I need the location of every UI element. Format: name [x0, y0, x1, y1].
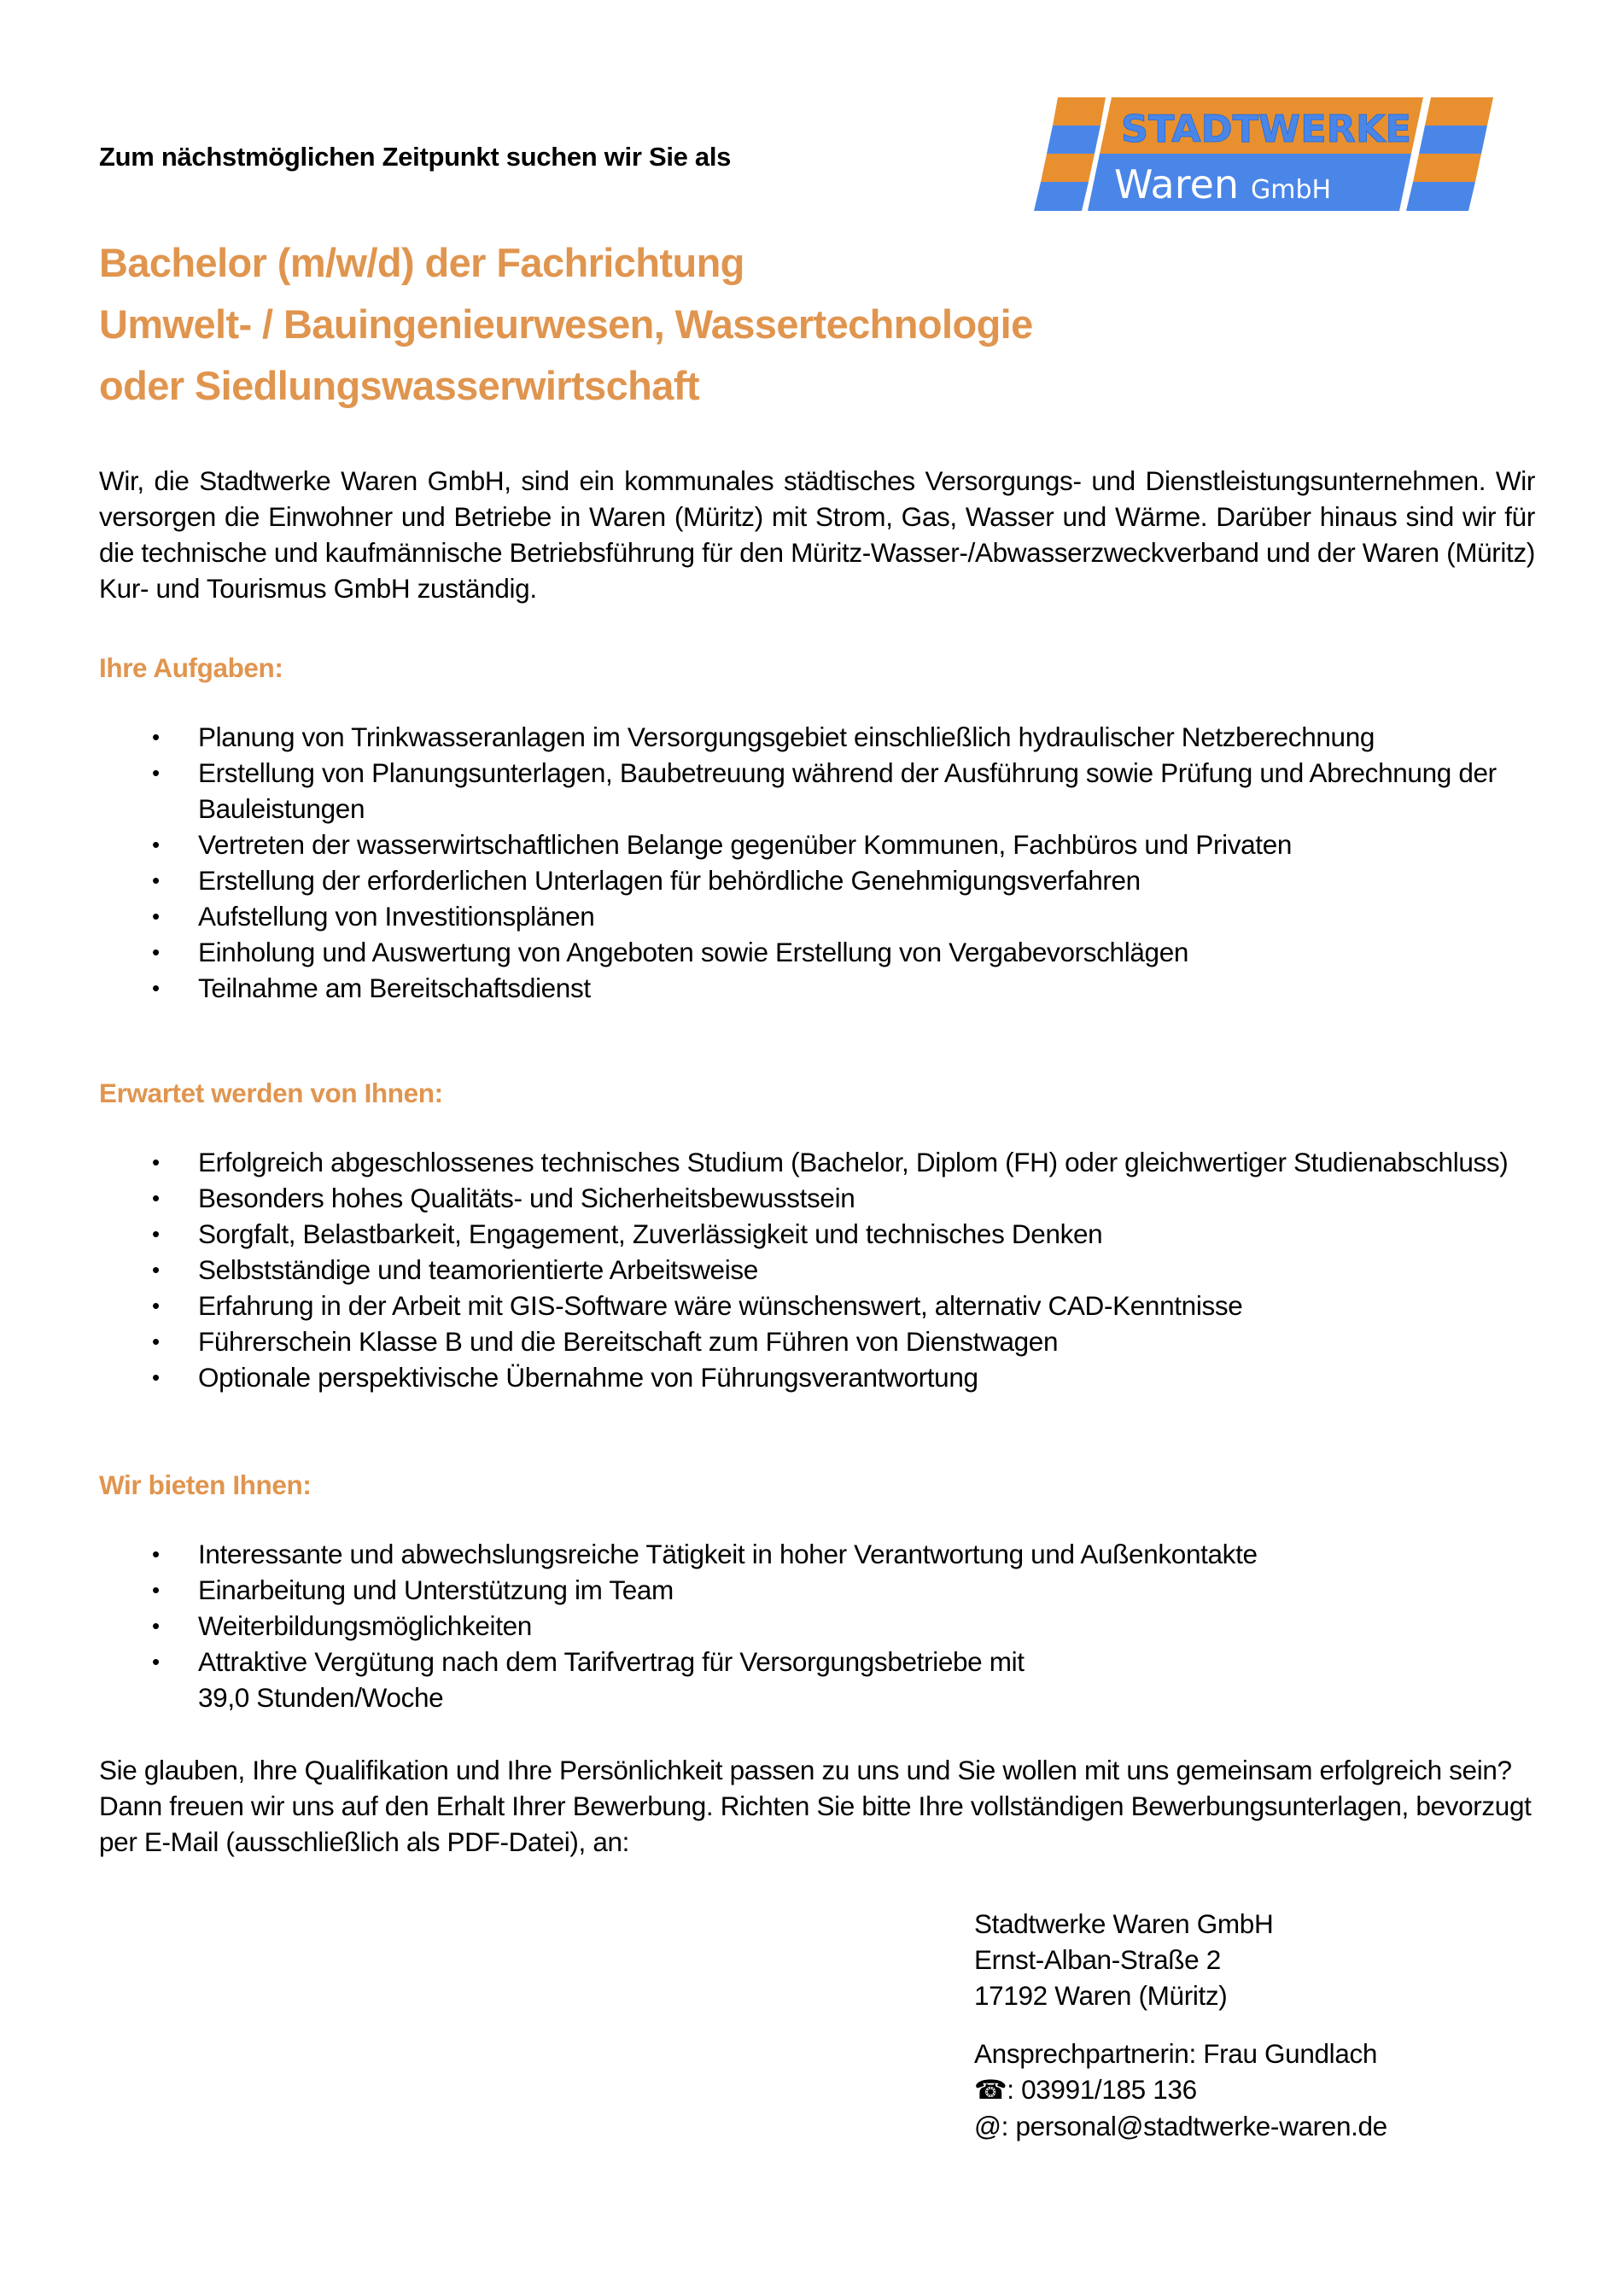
list-item: • Attraktive Vergütung nach dem Tarifvertrag für Versorgungsbetriebe mit 39,0 Stunden/Woche: [99, 1644, 1535, 1715]
list-item: • Einholung und Auswertung von Angeboten sowie Erstellung von Vergabevorschlägen: [99, 934, 1535, 970]
logo-line2: Waren: [1114, 161, 1240, 207]
list-item: • Besonders hohes Qualitäts- und Sicherheitsbewusstsein: [99, 1180, 1535, 1216]
bullet-icon: •: [152, 1649, 160, 1674]
bullet-icon: •: [152, 868, 160, 893]
logo-line3: GmbH: [1251, 175, 1332, 205]
list-item: • Vertreten der wasserwirtschaftlichen Belange gegenüber Kommunen, Fachbüros und Privaten: [99, 827, 1535, 862]
email-address[interactable]: personal@stadtwerke-waren.de: [1015, 2111, 1387, 2141]
bullet-icon: •: [152, 1541, 160, 1567]
bullet-icon: •: [152, 1185, 160, 1211]
bullet-icon: •: [152, 1364, 160, 1390]
list-item: • Planung von Trinkwasseranlagen im Versorgungsgebiet einschließlich hydraulischer Netzberechnung: [99, 719, 1535, 755]
section-heading-tasks: Ihre Aufgaben:: [99, 652, 283, 683]
contact-block: [974, 2036, 1387, 2144]
list-item: • Weiterbildungsmöglichkeiten: [99, 1608, 1535, 1644]
benefits-list: [99, 1536, 1535, 1715]
bullet-icon: •: [152, 760, 160, 786]
list-item: • Optionale perspektivische Übernahme von Führungsverantwortung: [99, 1359, 1535, 1395]
section-heading-requirements: Erwartet werden von Ihnen:: [99, 1078, 443, 1108]
list-item: • Selbstständige und teamorientierte Arbeitsweise: [99, 1252, 1535, 1288]
bullet-icon: •: [152, 1577, 160, 1603]
bullet-icon: •: [152, 939, 160, 965]
list-item: • Führerschein Klasse B und die Bereitschaft zum Führen von Dienstwagen: [99, 1323, 1535, 1359]
list-item: • Erfahrung in der Arbeit mit GIS-Software wäre wünschenswert, alternativ CAD-Kenntnisse: [99, 1288, 1535, 1323]
bullet-icon: •: [152, 1293, 160, 1318]
list-item: • Teilnahme am Bereitschaftsdienst: [99, 970, 1535, 1006]
bullet-icon: •: [152, 1613, 160, 1639]
list-item: • Aufstellung von Investitionsplänen: [99, 898, 1535, 934]
list-item: • Erstellung der erforderlichen Unterlagen für behördliche Genehmigungsverfahren: [99, 862, 1535, 898]
closing-paragraph: Sie glauben, Ihre Qualifikation und Ihre Persönlichkeit passen zu uns und Sie wollen mit uns gemeinsam erfolgreich sein? Dann freuen wir uns auf den Erhalt Ihrer Bewerbung. Richten Sie bitte Ihre vollständigen Bewerbungsunterlagen, bevorzugt per E-Mail (ausschließlich als PDF-Datei), an:: [99, 1755, 1532, 1857]
bullet-icon: •: [152, 1257, 160, 1282]
job-title-line-2: Umwelt- / Bauingenieurwesen, Wassertechnologie: [99, 301, 1033, 347]
email-icon: @: [974, 2111, 1001, 2141]
list-item: • Erfolgreich abgeschlossenes technisches Studium (Bachelor, Diplom (FH) oder gleichwertiger Studienabschluss): [99, 1144, 1535, 1180]
phone-icon: ☎: [974, 2075, 1007, 2105]
address-street: Ernst-Alban-Straße 2: [974, 1944, 1221, 1975]
company-intro-paragraph: Wir, die Stadtwerke Waren GmbH, sind ein kommunales städtisches Versorgungs- und Dienstleistungsunternehmen. Wir versorgen die Einwohner und Betriebe in Waren (Müritz) mit Strom, Gas, Wasser und Wärme. Darüber hinaus sind wir für die technische und kaufmännische Betriebsführung für den Müritz-Wasser-/Abwasserzweckverband und der Waren (Müritz) Kur- und Tourismus GmbH zuständig.: [99, 465, 1535, 604]
bullet-icon: •: [152, 832, 160, 857]
company-logo: [1032, 97, 1493, 211]
phone-number[interactable]: 03991/185 136: [1021, 2074, 1197, 2105]
section-heading-benefits: Wir bieten Ihnen:: [99, 1469, 312, 1500]
bullet-icon: •: [152, 975, 160, 1001]
list-item: • Interessante und abwechslungsreiche Tätigkeit in hoher Verantwortung und Außenkontakte: [99, 1536, 1535, 1572]
requirements-list: [99, 1144, 1535, 1395]
list-item: • Erstellung von Planungsunterlagen, Baubetreuung während der Ausführung sowie Prüfung und Abrechnung der Bauleistungen: [99, 755, 1535, 827]
job-title: [99, 232, 1033, 417]
bullet-icon: •: [152, 1149, 160, 1175]
stadtwerke-logo-icon: [1032, 97, 1493, 211]
tasks-list: [99, 719, 1535, 1006]
bullet-icon: •: [152, 903, 160, 929]
bullet-icon: •: [152, 724, 160, 750]
address-company: Stadtwerke Waren GmbH: [974, 1908, 1274, 1939]
contact-person: Ansprechpartnerin: Frau Gundlach: [974, 2038, 1378, 2069]
phone-row: ☎: 03991/185 136: [974, 2074, 1197, 2105]
job-title-line-1: Bachelor (m/w/d) der Fachrichtung: [99, 240, 744, 285]
address-city: 17192 Waren (Müritz): [974, 1980, 1228, 2011]
address-block: [974, 1906, 1273, 2013]
email-row: @: personal@stadtwerke-waren.de: [974, 2111, 1387, 2141]
list-item: • Einarbeitung und Unterstützung im Team: [99, 1572, 1535, 1608]
job-title-line-3: oder Siedlungswasserwirtschaft: [99, 363, 699, 408]
logo-line1: STADTWERKE: [1121, 108, 1411, 151]
bullet-icon: •: [152, 1329, 160, 1354]
bullet-icon: •: [152, 1221, 160, 1247]
list-item: • Sorgfalt, Belastbarkeit, Engagement, Zuverlässigkeit und technisches Denken: [99, 1216, 1535, 1252]
intro-line: Zum nächstmöglichen Zeitpunkt suchen wir Sie als: [99, 142, 732, 172]
